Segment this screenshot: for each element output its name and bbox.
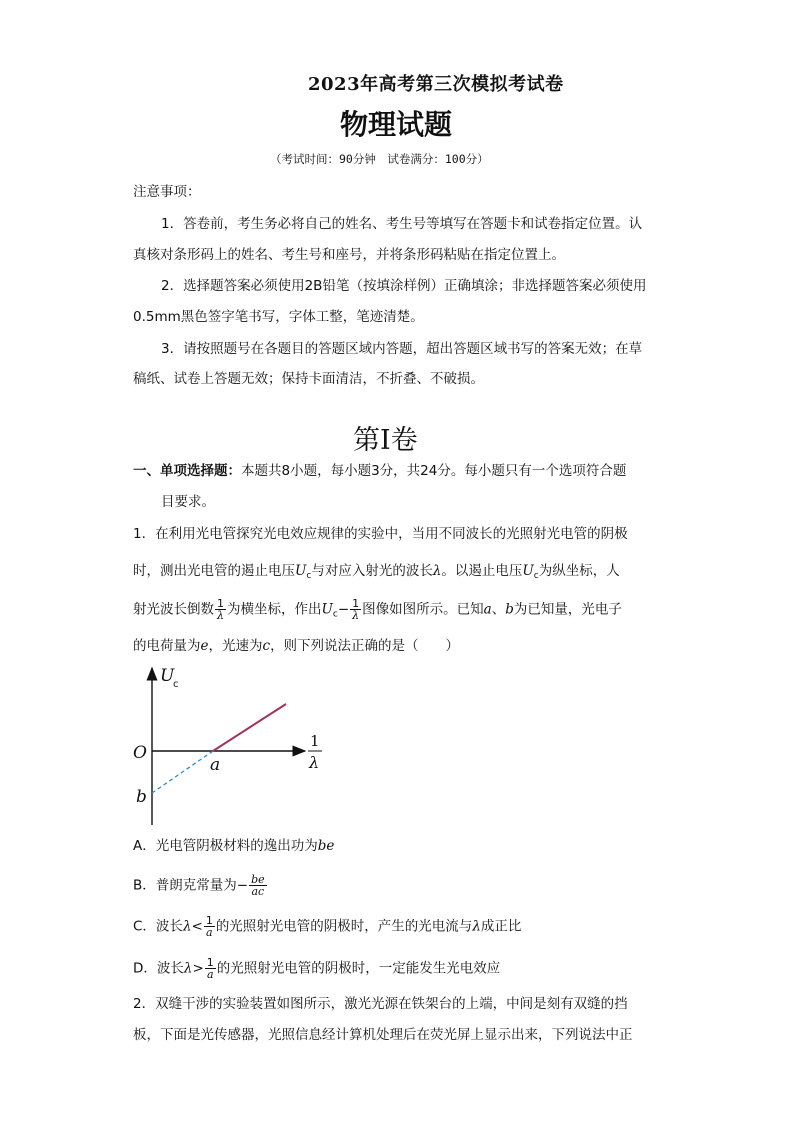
- option-a-expression: be: [317, 838, 335, 854]
- symbol-a: a: [483, 601, 492, 618]
- q1-text: 为横坐标，作出: [227, 601, 322, 618]
- fraction-numerator: 1: [352, 597, 360, 610]
- q1-text: 。以遏止电压: [441, 563, 523, 579]
- symbol-U: U: [522, 563, 534, 579]
- q1-text: ，光速为: [208, 638, 263, 654]
- y-intercept-label: b: [136, 787, 147, 807]
- y-axis-label: U: [160, 666, 175, 686]
- fraction-one-over-lambda: [215, 598, 226, 621]
- y-axis-label-subscript: c: [173, 679, 179, 690]
- fraction-numerator: 1: [205, 914, 213, 927]
- fraction-numerator: 1: [206, 956, 214, 969]
- fraction-numerator: 1: [217, 597, 224, 610]
- q1-text: 的电荷量为: [133, 638, 201, 654]
- option-a-text: A．光电管阴极材料的逸出功为: [133, 838, 318, 854]
- fraction-denominator: ac: [251, 885, 265, 898]
- notice-item-3-line-2: 稿纸、试卷上答题无效；保持卡面清洁，不折叠、不破损。: [133, 371, 484, 387]
- fraction-denominator: a: [207, 968, 214, 981]
- option-b-text: B．普朗克常量为: [133, 877, 237, 894]
- fraction-one-over-lambda: [350, 598, 361, 621]
- fraction-one-over-a: [204, 915, 215, 938]
- q1-line-1: 1．在利用光电管探究光电效应规律的实验中，当用不同波长的光照射光电管的阴极: [133, 526, 628, 542]
- q2-line-1: 2．双缝干涉的实验装置如图所示，激光光源在铁架台的上端，中间是刻有双缝的挡: [133, 996, 628, 1012]
- symbol-U: U: [321, 601, 333, 618]
- symbol-lambda: λ: [183, 960, 193, 977]
- notice-heading: 注意事项：: [133, 184, 201, 200]
- fraction-denominator: λ: [217, 609, 224, 622]
- q1-text: 为已知量，光电子: [513, 601, 622, 618]
- notice-item-2-line-2: 0.5mm黑色签字笔书写，字体工整，笔迹清楚。: [133, 309, 424, 325]
- symbol-lambda: λ: [472, 918, 481, 935]
- option-c-text: C．波长: [133, 918, 183, 935]
- q1-line-4: [133, 637, 459, 655]
- fraction-numerator: be: [251, 873, 265, 886]
- notice-item-1-line-1: 1．答卷前，考生务必将自己的姓名、考生号等填写在答题卡和试卷指定位置。认: [161, 216, 643, 232]
- q1-option-b[interactable]: [133, 874, 268, 897]
- part1-instruction-line-1: [133, 462, 626, 480]
- notice-item-1-line-2: 真核对条形码上的姓名、考生号和座号，并将条形码粘贴在指定位置上。: [133, 247, 565, 263]
- q1-text: 、: [491, 601, 506, 618]
- extrapolated-dashed-line: [152, 751, 213, 793]
- fraction-denominator: λ: [352, 609, 360, 622]
- part1-heading: 一、单项选择题：: [133, 463, 241, 479]
- symbol-lambda: λ: [432, 563, 442, 579]
- part1-instruction-text: 本题共8小题，每小题3分，共24分。每小题只有一个选项符合题: [241, 463, 627, 479]
- x-axis-label-denominator: λ: [309, 753, 320, 772]
- symbol-greater-than: >: [192, 960, 204, 977]
- notice-item-2-line-1: 2．选择题答案必须使用2B铅笔（按填涂样例）正确填涂；非选择题答案必须使用: [161, 278, 647, 294]
- option-c-text: 成正比: [480, 918, 522, 935]
- q1-text: 时，测出光电管的遏止电压: [133, 563, 295, 579]
- option-d-text: D．波长: [133, 960, 184, 977]
- q1-text: 射光波长倒数: [133, 601, 214, 618]
- symbol-sub-c: c: [306, 571, 312, 581]
- q1-line-3: [133, 598, 622, 624]
- symbol-U: U: [295, 563, 307, 579]
- q1-text: 图像如图所示。已知: [362, 601, 484, 618]
- q1-option-d[interactable]: [133, 957, 500, 980]
- symbol-minus: −: [236, 877, 249, 894]
- data-line: [213, 704, 286, 751]
- x-axis-label-numerator: 1: [310, 732, 320, 750]
- option-c-text: 的光照射光电管的阴极时，产生的光电流与: [215, 918, 473, 935]
- q1-text: 与对应入射光的波长: [311, 563, 433, 579]
- x-intercept-label: a: [210, 755, 221, 775]
- uc-vs-inverse-lambda-graph: [130, 660, 330, 830]
- q1-line-2: [133, 562, 620, 585]
- exam-title: 2023年高考第三次模拟考试卷: [308, 74, 564, 95]
- symbol-lambda: λ: [182, 918, 192, 935]
- exam-info: （考试时间：90分钟 试卷满分：100分）: [270, 152, 489, 166]
- q1-option-a[interactable]: [133, 837, 334, 855]
- symbol-c: c: [262, 638, 271, 654]
- symbol-b: b: [505, 601, 514, 618]
- symbol-less-than: <: [191, 918, 203, 935]
- symbol-sub-c: c: [332, 609, 338, 620]
- q1-option-c[interactable]: [133, 915, 521, 938]
- fraction-be-over-ac: [249, 874, 267, 897]
- option-d-text: 的光照射光电管的阴极时，一定能发生光电效应: [216, 960, 501, 977]
- fraction-denominator: a: [206, 926, 213, 939]
- part1-instruction-line-2: 目要求。: [161, 494, 215, 510]
- q1-text: ，则下列说法正确的是（ ）: [270, 638, 460, 654]
- notice-item-3-line-1: 3．请按照题号在各题目的答题区域内答题，超出答题区域书写的答案无效；在草: [161, 341, 643, 357]
- q2-line-2: 板，下面是光传感器，光照信息经计算机处理后在荧光屏上显示出来，下列说法中正: [133, 1027, 633, 1043]
- section-title: 第Ⅰ卷: [353, 425, 418, 456]
- q1-text: 为纵坐标，人: [538, 563, 620, 579]
- symbol-minus: −: [337, 601, 350, 618]
- subject-title: 物理试题: [340, 108, 453, 141]
- origin-label: O: [133, 743, 147, 763]
- symbol-e: e: [200, 638, 209, 654]
- fraction-one-over-a: [205, 957, 216, 980]
- symbol-sub-c: c: [533, 571, 539, 581]
